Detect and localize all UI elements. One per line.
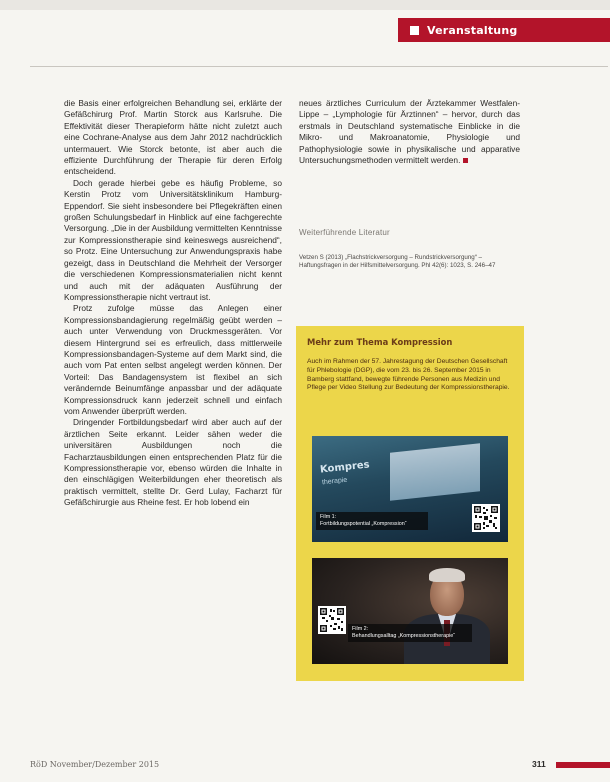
video-caption-title: Film 2: (352, 626, 369, 632)
info-box-text: Auch im Rahmen der 57. Jahrestagung der Deutschen Gesellschaft für Phlebologie (DGP), die vom 23. bis 26. September 2015 in Bamberg stattfand, bewegte führende Personen aus Medizin und Pflege per Video Stellung zur Bedeutung der Kompressionstherapie. (307, 358, 510, 392)
section-header (398, 18, 610, 42)
qr-code-icon[interactable] (318, 606, 346, 634)
video-sign-text: Kompres (319, 459, 371, 476)
paragraph: Doch gerade hierbei gebe es häufig Probleme, so Kerstin Protz vom Universitätsklinikum Hamburg-Eppendorf. Sie sieht insbesondere bei Pflegekräften einen großen Schulungsbedarf in Hinblick auf eine fachgerechte Versorgung. „Die in der Ausbildung vermittelten Kenntnisse zur Kompressionstherapie sind keineswegs ausreichend“, so Protz. Eine Untersuchung zur Anwendungspraxis habe gezeigt, dass in Deutschland die Mehrheit der Versorger die verschiedenen Kompressionsmaterialien nicht kennt und auch mit der adäquaten Ausführung der Kompressionstherapie nicht vertraut ist. (64, 177, 282, 302)
qr-code-icon[interactable] (472, 504, 500, 532)
projection-screen (390, 443, 480, 500)
info-box (296, 326, 524, 681)
info-box-title: Mehr zum Thema Kompression (307, 337, 453, 347)
video-caption (316, 512, 428, 530)
page-number: 311 (532, 759, 546, 769)
page-top-edge (0, 0, 610, 10)
paragraph: die Basis einer erfolgreichen Behandlung sei, erklärte der Gefäßchirurg Prof. Martin Storck aus Karlsruhe. Die Effektivität dieser Therapieform hätte nicht zuletzt auch eine Cochrane-Analyse aus dem Jahr 2012 nachdrücklich untermauert. Wie Storck betonte, ist aber auch die effiziente Durchführung der Therapie für deren Erfolg entscheidend. (64, 98, 282, 177)
divider (30, 66, 608, 67)
left-column (64, 98, 282, 509)
speaker-portrait (429, 568, 465, 582)
video-caption-title: Film 1: (320, 514, 337, 520)
literature-reference: Vetzen S (2013) „Flachstrickversorgung – Rundstrickversorgung“ – Haftungsfragen in der Hilfsmittelversorgung. Phl 42(6): 1023, S. 246–47 (299, 254, 496, 270)
paragraph: Dringender Fortbildungsbedarf wird aber auch auf der ärztlichen Seite erkannt. Leider sähen weder die universitären Ausbildungen noch die Facharztausbildungen einen entsprechenden Platz für die Kompressionstherapie vor, ebenso würden die Inhalte in den einschlägigen Weiterbildungen eher theoretisch als praktisch vermittelt, stellte Dr. Gerd Lulay, Facharzt für Gefäßchirurgie aus Rheine fest. Er hob lobend ein (64, 417, 282, 508)
video-caption (348, 624, 472, 642)
video-thumbnail-1[interactable] (312, 436, 508, 542)
right-column (299, 98, 520, 166)
issue-footer: RöD November/Dezember 2015 (30, 760, 160, 769)
square-marker-icon (410, 26, 419, 35)
paragraph (299, 98, 520, 166)
end-of-article-icon (463, 158, 468, 163)
paragraph-text: neues ärztliches Curriculum der Ärztekammer Westfalen-Lippe – „Lymphologie für Ärztinnen“ – hervor, durch das erstmals in Deutschland systematische Einblicke in die Mikro- und Makroanatomie, Physiologie und Pathophysiologie sowie in physikalische und apparative Untersuchungsmethoden vermittelt werden. (299, 98, 520, 166)
video-thumbnail-2[interactable] (312, 558, 508, 664)
paragraph: Protz zufolge müsse das Anlegen einer Kompressionsbandagierung regelmäßig geübt werden – auch unter Verwendung von Druckmessgeräten. Vor diesem Hintergrund sei es erfreulich, dass mittlerweile Kompressionsbandagen-Systeme auf dem Markt sind, die auch vom Pat enten selbst angelegt werden können. Der Vorteil: Das Bandagensystem ist flexibel an sich verändernde Beinumfänge anpassbar und der adäquate Kompressionsdruck kann jederzeit schnell und einfach vom Anwender überprüft werden. (64, 303, 282, 416)
video-caption-text: Behandlungsalltag „Kompressionstherapie“ (352, 633, 456, 639)
video-sign-text: therapie (321, 476, 348, 487)
footer-accent-bar (556, 762, 610, 768)
video-caption-text: Fortbildungspotential „Kompression“ (320, 521, 407, 527)
literature-heading: Weiterführende Literatur (299, 228, 390, 237)
section-label: Veranstaltung (427, 23, 518, 37)
